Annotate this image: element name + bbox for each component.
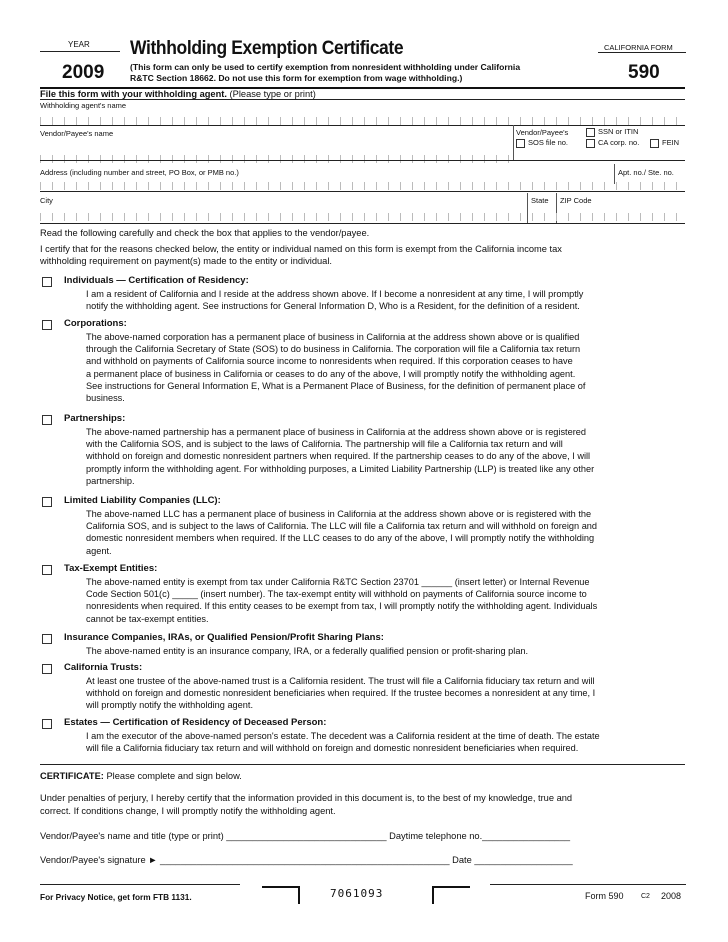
state-form-label: CALIFORNIA FORM bbox=[604, 43, 673, 52]
fein-option-label: FEIN bbox=[662, 138, 680, 147]
ca-corp-checkbox[interactable] bbox=[586, 139, 595, 148]
section-text-line: I am the executor of the above-named person's estate. The decedent was a California resident at the time of death. The estate bbox=[86, 731, 600, 741]
ca-corp-option[interactable] bbox=[586, 138, 639, 148]
section-text-line: The above-named partnership has a permanent place of business in California at the address shown above or is registered bbox=[86, 427, 586, 437]
sections-end-rule bbox=[40, 764, 685, 765]
section-checkbox[interactable] bbox=[42, 415, 52, 425]
section-checkbox[interactable] bbox=[42, 565, 52, 575]
section-text-line: The above-named entity is an insurance company, IRA, or a federally qualified pension or profit-sharing plan. bbox=[86, 646, 529, 656]
address-rule bbox=[40, 191, 685, 192]
section-checkbox[interactable] bbox=[42, 719, 52, 729]
ca-corp-option-label: CA corp. no. bbox=[598, 138, 640, 147]
footer-year: 2008 bbox=[661, 891, 682, 901]
apt-label: Apt. no./ Ste. no. bbox=[618, 168, 674, 177]
section-text-line: and withhold on payments of California source income to nonresidents when required. If this corporation ceases to have bbox=[86, 356, 573, 367]
section-text-line: withhold on foreign and domestic nonresident partners when required. If the partnership ceases to do any of the above, I will bbox=[86, 451, 591, 462]
section-text-line: The above-named entity is exempt from tax under California R&TC Section 23701 ______ (insert letter) or Internal Revenue bbox=[86, 577, 590, 587]
city-rule bbox=[40, 223, 685, 224]
ssn-checkbox[interactable] bbox=[586, 128, 595, 137]
section-text-line: nonresidents when required. If this entity ceases to be exempt from tax, I will promptly notify the withholding agent. Individuals bbox=[86, 601, 598, 612]
certificate-label-rest: Please complete and sign below. bbox=[103, 771, 242, 781]
year-value: 2009 bbox=[62, 62, 105, 83]
file-rule bbox=[40, 99, 685, 100]
section-title: Limited Liability Companies (LLC): bbox=[64, 495, 221, 506]
section-checkbox[interactable] bbox=[42, 320, 52, 330]
zip-label: ZIP Code bbox=[560, 196, 592, 205]
section-text-line: agent. bbox=[86, 545, 112, 556]
section-text-line: See instructions for General Information E, What is a Permanent Place of Business, for the definition of permanent place of bbox=[86, 380, 586, 391]
section-checkbox[interactable] bbox=[42, 634, 52, 644]
ssn-option-label: SSN or ITIN bbox=[598, 127, 639, 136]
footer-rule bbox=[40, 884, 240, 885]
year-rule bbox=[40, 51, 120, 52]
footer-rule-right bbox=[490, 884, 686, 885]
section-checkbox[interactable] bbox=[42, 277, 52, 287]
payee-name-field[interactable] bbox=[40, 155, 510, 163]
section-text-line: notify the withholding agent. See instructions for General Information D, Who is a Resident, for the definition of a resident. bbox=[86, 301, 580, 312]
section-text-line: California SOS, and is subject to the laws of California. The LLC will file a California tax return and will withhold on foreign and bbox=[86, 521, 598, 532]
state-label: State bbox=[531, 196, 549, 205]
section-title: Insurance Companies, IRAs, or Qualified Pension/Profit Sharing Plans: bbox=[64, 632, 384, 643]
privacy-notice: For Privacy Notice, get form FTB 1131. bbox=[40, 892, 192, 902]
payee-rule bbox=[40, 160, 685, 161]
section-text-line: withhold on foreign and domestic nonresident beneficiaries when required. If the trustee becomes a nonresident at any time, I bbox=[86, 688, 596, 699]
section-checkbox[interactable] bbox=[42, 497, 52, 507]
form-title: Withholding Exemption Certificate bbox=[130, 38, 404, 59]
section-checkbox[interactable] bbox=[42, 664, 52, 674]
agent-rule bbox=[40, 125, 685, 126]
certify-line-1: I certify that for the reasons checked below, the entity or individual named on this form is exempt from the California income tax bbox=[40, 244, 562, 254]
section-text-line: will file a California fiduciary tax return and will withhold on foreign and domestic nonresident beneficiaries when required. bbox=[86, 743, 579, 754]
city-field[interactable] bbox=[40, 213, 685, 221]
section-text-line: domestic nonresident members when required. If the LLC ceases to do any of the above, I will promptly notify the withholding bbox=[86, 533, 595, 544]
section-text-line: Code Section 501(c) _____ (insert number). The tax-exempt entity will withhold on payments of California source income to bbox=[86, 589, 587, 600]
form-code: 7061093 bbox=[330, 887, 384, 900]
form-number: 590 bbox=[628, 62, 660, 83]
certify-line-2: withholding requirement on payment(s) made to the entity or individual. bbox=[40, 256, 332, 266]
footer-revision: C2 bbox=[641, 893, 650, 900]
agent-name-field[interactable] bbox=[40, 117, 685, 125]
section-title: Corporations: bbox=[64, 318, 127, 329]
section-title: California Trusts: bbox=[64, 662, 143, 673]
section-text-line: will promptly notify the withholding agent. bbox=[86, 700, 253, 711]
subtitle-1: (This form can only be used to certify exemption from nonresident withholding under California bbox=[130, 62, 521, 72]
perjury-line-1: Under penalties of perjury, I hereby certify that the information provided in this document is, to the best of my knowledge, true and bbox=[40, 793, 573, 803]
signature-line[interactable]: Vendor/Payee's signature ► ________________________________________________________ Date ___________________ bbox=[40, 855, 573, 865]
section-title: Estates — Certification of Residency of Deceased Person: bbox=[64, 717, 327, 728]
footer-bracket-left bbox=[262, 886, 300, 904]
fein-option[interactable] bbox=[650, 138, 679, 148]
payee-id-divider bbox=[513, 125, 514, 160]
fein-checkbox[interactable] bbox=[650, 139, 659, 148]
read-instruction: Read the following carefully and check the box that applies to the vendor/payee. bbox=[40, 228, 370, 238]
name-title-line[interactable]: Vendor/Payee's name and title (type or print) _______________________________ Daytime telephone no._________________ bbox=[40, 831, 571, 841]
agent-name-label: Withholding agent's name bbox=[40, 101, 127, 110]
form-label-rule bbox=[598, 52, 686, 53]
certificate-label: CERTIFICATE: bbox=[40, 771, 104, 781]
section-text-line: business. bbox=[86, 393, 125, 403]
file-instruction bbox=[40, 89, 316, 99]
file-instruction-bold: File this form with your withholding agent. bbox=[40, 89, 227, 99]
sos-option[interactable] bbox=[516, 138, 568, 148]
section-text-line: partnership. bbox=[86, 475, 135, 486]
city-label: City bbox=[40, 196, 53, 205]
sos-checkbox[interactable] bbox=[516, 139, 525, 148]
section-text-line: At least one trustee of the above-named trust is a California resident. The trust will file a California fiduciary tax return and will bbox=[86, 676, 595, 686]
sos-option-label: SOS file no. bbox=[528, 138, 569, 147]
footer-bracket-right bbox=[432, 886, 470, 904]
subtitle-2: R&TC Section 18662. Do not use this form for exemption from wage withholding.) bbox=[130, 73, 463, 83]
section-title: Individuals — Certification of Residency: bbox=[64, 275, 249, 286]
section-text-line: cannot be tax-exempt entities. bbox=[86, 613, 209, 624]
apt-divider bbox=[614, 164, 615, 184]
year-label: YEAR bbox=[68, 40, 90, 49]
payee-name-label: Vendor/Payee's name bbox=[40, 129, 114, 138]
section-text-line: I am a resident of California and I reside at the address shown above. If I become a nonresident at any time, I will promptly bbox=[86, 289, 584, 299]
address-label: Address (including number and street, PO Box, or PMB no.) bbox=[40, 168, 239, 177]
footer-form-number: Form 590 bbox=[585, 891, 624, 901]
section-text-line: The above-named LLC has a permanent place of business in California at the address shown above or is registered with the bbox=[86, 509, 592, 519]
certificate-heading bbox=[40, 770, 242, 782]
section-text-line: a permanent place of business in California or ceases to do any of the above, I will promptly notify the withholding agent. bbox=[86, 368, 576, 379]
section-text-line: through the California Secretary of State (SOS) to do business in California. The corporation will file a California tax return bbox=[86, 344, 581, 355]
file-instruction-rest: (Please type or print) bbox=[226, 89, 316, 99]
ssn-option[interactable] bbox=[586, 127, 638, 137]
section-title: Partnerships: bbox=[64, 413, 126, 424]
section-title: Tax-Exempt Entities: bbox=[64, 563, 158, 574]
section-text-line: promptly inform the withholding agent. For withholding purposes, a Limited Liability Partnership (LLP) is treated like any other bbox=[86, 463, 595, 474]
section-text-line: The above-named corporation has a permanent place of business in California at the address shown above or is qualified bbox=[86, 332, 580, 342]
address-field[interactable] bbox=[40, 182, 685, 190]
section-text-line: with the California SOS, and is subject to the laws of California. The partnership will file a California tax return and will bbox=[86, 439, 563, 450]
perjury-line-2: correct. If conditions change, I will promptly notify the withholding agent. bbox=[40, 806, 336, 816]
payee-id-label: Vendor/Payee's bbox=[516, 128, 569, 137]
